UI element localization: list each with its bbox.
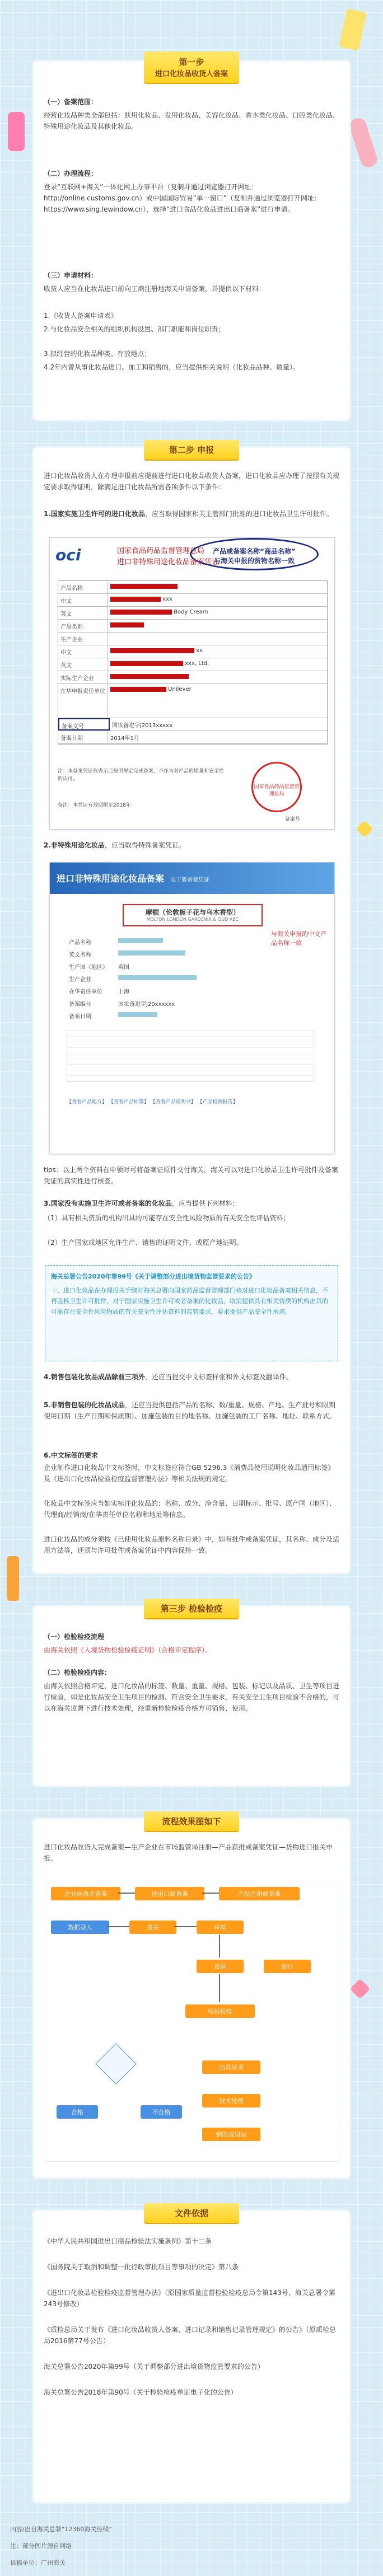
cert2-row: 生产企业 (67, 972, 263, 985)
flow-box-backup: 企业向海关备案 (51, 1887, 120, 1900)
cert2-row: 备案日期 (67, 1009, 263, 1022)
cert2-link-label[interactable]: 【查看产品标签】 (108, 1099, 149, 1105)
deco-yellow-tag (339, 8, 367, 51)
step2-item3-title: 3.国家没有实施卫生许可或者备案的化妆品 (44, 1200, 172, 1207)
deco-heart (350, 1979, 371, 1999)
step2-item4 (44, 1371, 339, 1383)
docs-item-6: 海关总署公告2018年第90号（关于检验检疫单证电子化的公告） (44, 2388, 237, 2396)
step2-item5-body: ，还应当提供包括产品的名称、数/重量、规格、产地、生产批号和限期使用日期（生产日期和保质期）、加施包装的目的地名称、加施包装的工厂名称、地址、联系方式。 (44, 1401, 337, 1420)
step1-sec2-title: （二）办理流程： (44, 170, 98, 177)
deco-pink-blob (348, 116, 379, 170)
cert1-callout-line1: 产品或备案名称“商品名称” (213, 547, 296, 555)
cert1-remark: 备注：本凭证有效期限至2018年 (58, 803, 131, 808)
footer-source: 内容/出自海关总署“12360海关热线” (10, 2526, 113, 2533)
cert1-row: 产品名称 (58, 581, 327, 594)
cert2-brand-en: MOLTON LONDON GARDENIA & OUD ABC (146, 917, 239, 922)
step2-item3-body: ，应当提供下列材料： (171, 1200, 239, 1207)
cert1-document (49, 537, 335, 830)
step2-item5-title: 5.非销售包装的化妆品成品 (44, 1401, 125, 1409)
cert1-row: 中文 xxx (58, 594, 327, 607)
flow-box-registration: 产品注册或备案 (219, 1887, 300, 1900)
flow-arrow (174, 1926, 197, 1927)
cert2-link-formula[interactable]: 【查看产品配方】 (67, 1099, 108, 1105)
cert1-title: 国家食品药品监督管理总局 (117, 547, 205, 555)
cert1-footnote: 注：本备案凭证仅表示已按照规定完成备案，不作为对产品的质量和安全性的认可。 (58, 769, 225, 782)
step1-sec3-item-4: 4.2年内曾从事化妆品进口、加工和销售的，应当提供相关说明（化妆品品种、数量）。 (44, 363, 300, 371)
flow-arrow (107, 1926, 129, 1927)
flow-arrow (219, 1935, 220, 1957)
cert1-stamp: 国家食品药品监督管理总局 (251, 762, 302, 812)
docs-item-5: 海关总署公告2020年第99号（关于调整部分进出境货物监管要求的公告） (44, 2363, 264, 2371)
notice-body: 十、进口化妆品在办理报关手续时海关总署向国家药品监督管理部门核对进口化妆品备案相关信息，不再验核卫生许可批件，对于国家实施卫生许可或者备案的化妆品，取消提供具有相关资质的机构出具的可能存在安全性风险物质的有关安全性评估资料的监管要求，要求提供产品安全性承诺。 (51, 1287, 328, 1315)
cert1-table (58, 580, 328, 744)
notice-box (45, 1265, 338, 1361)
step1-sec3-item-1: 1.《收货人备案申请表》 (44, 312, 118, 320)
step2-item3 (44, 1198, 339, 1209)
cert1-logo: oci (55, 546, 81, 564)
cert1-row: 中文 xx (58, 645, 327, 658)
step2-intro: 进口化妆品收货人在办理申报前应提前进行进口化妆品收货人备案，进口化妆品应办理了按照有关规定要求取得证明，除满足进口化妆品所需各项条件以下条件： (44, 472, 340, 491)
docs-item-3: 《进出口化妆品检验检疫监督管理办法》（原国家质量监督检验检疫总局令第143号，海关总署令第243号修改） (44, 2289, 335, 2308)
step2-item6-body2: 化妆品中文标签应当如实标注化妆品的：名称、成分、净含量、日期标示、批号、原产国（地区）、代理商/经销商/在华责任单位名称和地址等信息。 (44, 1500, 337, 1519)
docs-item-2: 《国务院关于取消和调整一批行政审批项目等事项的决定》第八条 (44, 2263, 239, 2271)
flow-arrow (202, 1893, 219, 1894)
step3-sec2-title: （二）检验检疫内容： (44, 1669, 111, 1676)
step2-tips: tips：以上两个资料在申领时可将备案证原件交付海关，海关可以对进口化妆品卫生许可批件及备案凭证的真实性进行核查。 (44, 1166, 338, 1185)
footer-contributor: 供稿单位：广州海关 (10, 2559, 66, 2566)
cert1-code-label: 备案号 (285, 817, 301, 822)
step2-item2 (44, 840, 339, 851)
deco-lipstick (7, 1556, 19, 1601)
cert2-brand-cn: 摩顿（伦敦栀子花与乌木香型） (145, 908, 240, 916)
cert1-row: 备案日期 2014年1月 (58, 731, 327, 744)
step2-item6-body: 企业制作进口化妆品中文标签时，中文标签应符合GB 5296.3《消费品使用说明化妆品通用标签》及《进出口化妆品检验检疫监督管理办法》等相关法规的规定。 (44, 1464, 335, 1483)
cert1-row: 备案文号 国妆备进字J2013xxxxx (58, 718, 327, 731)
docs-card (34, 2208, 349, 2502)
docs-item-4: 《质检总局关于发布《进口化妆品收货人备案、进口记录和销售记录管理规定》的公告》（原质检总局2016第77号公告） (44, 2326, 337, 2345)
cert2-footer-links (67, 1098, 238, 1105)
flow-box-pass: 合格 (57, 2105, 98, 2119)
cert1-row: 产品类别 (58, 620, 327, 633)
cert2-row: 备案编号 国妆备进字J20xxxxxx (69, 1001, 175, 1008)
deco-star (356, 820, 373, 837)
flow-diagram (45, 1881, 339, 2162)
step2-item1-title: 1.国家实施卫生许可的进口化妆品 (44, 510, 145, 518)
cert1-callout (190, 538, 319, 570)
step1-sec3-item-3: 3.拟经营的化妆品种类、存放地点； (44, 350, 151, 358)
flow-box-treatment: 技术处理 (202, 2094, 260, 2107)
flow-title: 流程效果图如下 (162, 1816, 221, 1826)
cert2-row: 在华责任单位 上海 (69, 989, 129, 995)
flow-box-release: 放行 (264, 1960, 311, 1973)
step2-item1-body: ，应当取得国家相关主管部门批准的进口化妆品卫生许可批件。 (144, 510, 333, 518)
cert2-ingredient-block (67, 1031, 314, 1082)
step3-badge (144, 1599, 239, 1618)
cert2-callout: 与海关申报的中文产品名称一致 (271, 930, 326, 947)
docs-title: 文件依据 (174, 2208, 208, 2218)
docs-badge (144, 2203, 239, 2223)
notice-title: 海关总署公告2020年第99号《关于调整部分进出境货物监管要求的公告》 (51, 1273, 255, 1280)
cert2-row: 英文名称 (67, 948, 263, 960)
cert2-link-report[interactable]: 【产品检测报告】 (197, 1099, 238, 1105)
cert2-document (49, 862, 335, 1154)
step1-sec3-title: （三）申请材料： (44, 271, 98, 279)
flow-box-inspect: 查验 (197, 1960, 244, 1973)
step2-item2-title: 2.非特殊用途化妆品 (44, 841, 105, 849)
flow-card (34, 1816, 349, 2177)
step2-item2-body: ，应当取得特殊备案凭证。 (104, 841, 185, 849)
cert1-row: 实际生产企业 (58, 671, 327, 684)
step2-item4-title: 4.销售包装化妆品成品除前三项外 (44, 1373, 145, 1381)
cert1-callout-line2: 与海关申报的货物名称一致 (213, 557, 295, 565)
step2-badge (144, 440, 239, 460)
flow-decision-diamond (95, 2043, 137, 2085)
step1-sec1-body: 经营化妆品种类全部包括：肤用化妆品、发用化妆品、美容化妆品、香水类化妆品、口腔类化妆品、特殊用途化妆品及其他化妆品。 (44, 111, 340, 130)
docs-item-1: 《中华人民共和国进出口商品检验法实施条例》第十二条 (44, 2237, 212, 2245)
step1-subtitle: 进口化妆品收货人备案 (155, 70, 228, 78)
step2-item4-body: ，还应当提交中文标签样张和外文标签及翻译件。 (144, 1373, 293, 1381)
cert2-table (67, 935, 263, 1022)
step1-sec3-item-2: 2.与化妆品安全相关的组织机构设置、部门职能和岗位职责； (44, 325, 225, 333)
cert1-row: 英文 Body Cream (58, 607, 327, 620)
flow-box-certificate: 出具证书 (202, 2060, 260, 2074)
cert2-row: 产品名称 (67, 935, 263, 948)
step2-item1 (44, 508, 339, 519)
cert2-header: 进口非特殊用途化妆品备案 电子版备案凭证 (50, 863, 334, 894)
step1-sec2-body: 登录“互联网+海关”一体化网上办事平台（复制并通过浏览器打开网址：http://online.customs.gov.cn）或中国国际贸易“单一窗口”（复制并通过浏览器打开网址：https://www.sing.lewindow.cn），选择“进口食品化妆品进出口商备案”进行申请。 (44, 183, 321, 213)
flow-box-review: 审单 (197, 1921, 244, 1934)
step3-title: 第三步 检验检疫 (160, 1604, 223, 1614)
cert2-brand-box (123, 904, 263, 926)
flow-box-return: 销毁或退运 (202, 2128, 260, 2141)
footer-note: 注：部分图片源自网络 (10, 2542, 72, 2550)
step1-title: 第一步 (179, 57, 204, 67)
step3-sec2-body: 由海关依照合格评定，进口化妆品的标签、数量、重量、规格、包装、标记以及品质、卫生等项目进行检验，如是化妆品安全卫生项目的检测、符合安全卫生要求，有关安全卫生项目检验不合格的，可以在海关监督下进行技术处理，经重新检验检疫合格方可销售、使用。 (44, 1682, 340, 1712)
flow-arrow (118, 1893, 135, 1894)
flow-badge (144, 1811, 239, 1831)
step1-card (34, 57, 349, 420)
step3-card (34, 1604, 349, 1786)
flow-box-quarantine: 检验检疫 (185, 2004, 255, 2018)
step1-sec3-body: 收货人应当在化妆品进口前向工商注册地海关申请备案，并提供以下材料： (44, 285, 266, 293)
step2-title: 第二步 申报 (169, 445, 214, 455)
cert2-row: 生产国（地区） 英国 (69, 964, 129, 971)
flow-box-importer: 进出口商备案 (135, 1887, 204, 1900)
flow-box-declare: 报关 (129, 1921, 176, 1934)
step1-badge (144, 51, 239, 83)
step1-sec1-title: （一）备案范围： (44, 98, 98, 106)
step2-item5 (44, 1399, 339, 1422)
step2-card (34, 445, 349, 1573)
cert1-row: 生产企业 (58, 633, 327, 645)
flow-intro: 进口化妆品收货人完成备案—生产企业在市场监管局注册—产品获批或备案凭证—货物进口报关申报。 (44, 1843, 333, 1862)
flow-box-data-entry: 数据录入 (51, 1921, 109, 1934)
step2-item6-body3: 进口化妆品的成分须按《已使用化妆品原料名称目录》中，如有批件或备案凭证，其名称、成分及适用方法等，还须与许可批件或备案凭证中内容保持一致。 (44, 1535, 340, 1554)
step2-item3-sub2: （2）生产国家或地区允许生产、销售的证明文件，或原产地证明。 (44, 1239, 243, 1247)
step3-sec1-title: （一）检验检疫流程 (44, 1633, 105, 1641)
step3-sec1-body: 由海关依照《入境货物检验检疫证明》（合格评定程序）。 (44, 1646, 212, 1654)
cert1-row: 英文 xxx, Ltd. (58, 658, 327, 671)
flow-box-fail: 不合格 (141, 2105, 182, 2119)
deco-bottle (8, 112, 25, 151)
cert1-row: 在华申报责任单位 Unilever (58, 684, 327, 718)
cert2-link-manual[interactable]: 【查看产品说明书】 (150, 1099, 196, 1105)
cert1-subtitle: 进口非特殊用途化妆品备案凭证 (117, 558, 219, 566)
step2-item6-title: 6.中文标签的要求 (44, 1451, 98, 1459)
step2-item3-sub1: （1）具有相关资质的机构出具的可能存在安全性风险物质的有关安全性评估资料； (44, 1214, 290, 1222)
flow-arrow (219, 1974, 220, 2002)
